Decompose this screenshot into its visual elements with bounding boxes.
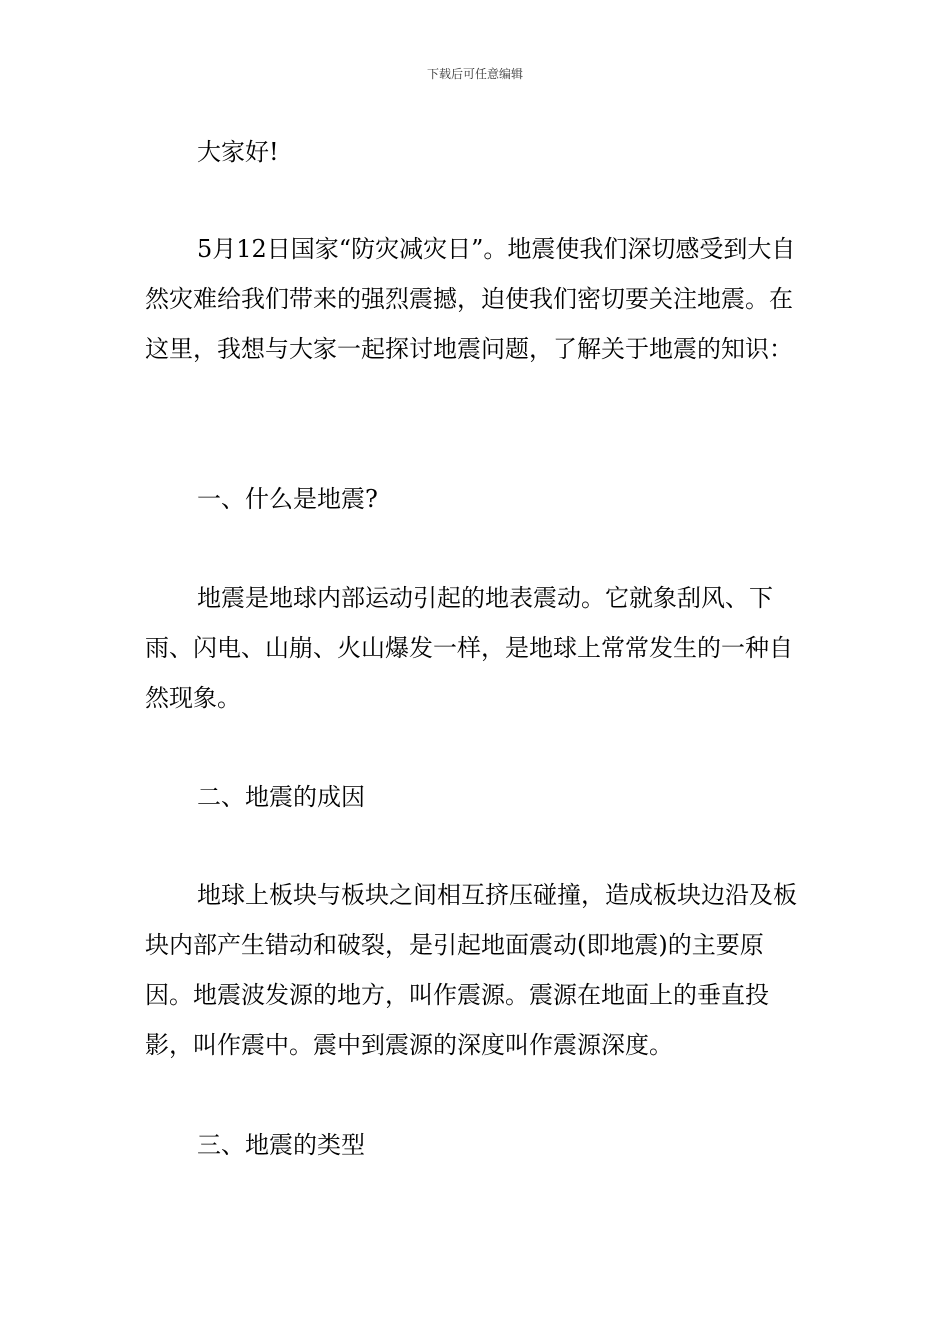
- page-header: 下载后可任意编辑: [426, 67, 523, 81]
- section-2-heading: 二、地震的成因: [197, 783, 365, 811]
- intro-paragraph: 5月12日国家“防灾减灾日”。地震使我们深切感受到大自然灾难给我们带来的强烈震撼，迫使我们密切要关注地震。在这里，我想与大家一起探讨地震问题，了解关于地震的知识：: [145, 235, 796, 363]
- section-1-heading: 一、什么是地震?: [197, 485, 378, 513]
- section-3-heading: 三、地震的类型: [197, 1131, 365, 1159]
- greeting: 大家好!: [197, 138, 279, 166]
- section-1-paragraph: 地震是地球内部运动引起的地表震动。它就象刮风、下雨、闪电、山崩、火山爆发一样，是地球上常常发生的一种自然现象。: [145, 584, 793, 712]
- section-2-paragraph: 地球上板块与板块之间相互挤压碰撞，造成板块边沿及板块内部产生错动和破裂，是引起地面震动(即地震)的主要原因。地震波发源的地方，叫作震源。震源在地面上的垂直投影，叫作震中。震中到震源的深度叫作震源深度。: [145, 881, 797, 1059]
